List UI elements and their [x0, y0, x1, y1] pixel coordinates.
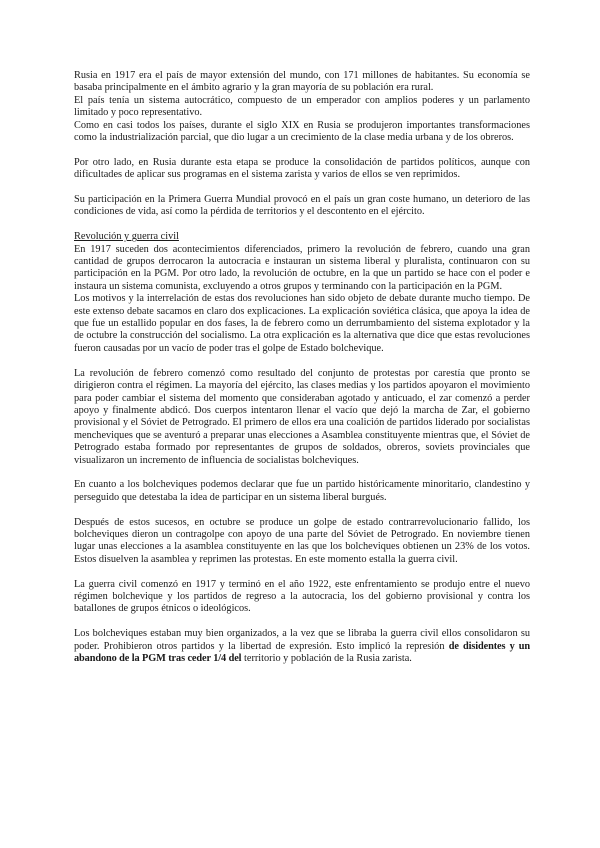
paragraph-9: En cuanto a los bolcheviques podemos declarar que fue un partido históricamente minoritario, clandestino y perseguido que detestaba la idea de participar en un sistema liberal burgués. — [74, 479, 530, 503]
paragraph-2: El país tenía un sistema autocrático, compuesto de un emperador con amplios poderes y un parlamento limitado y poco representativo. — [74, 94, 530, 119]
spacer — [74, 144, 530, 156]
paragraph-7: Los motivos y la interrelación de estas dos revoluciones han sido objeto de debate durante mucho tiempo. De este extenso debate sacamos en claro dos explicaciones. La explicación soviética clásica, que apoya la idea de que fue un estallido popular en dos fases, la de febrero como un derrumbamiento del sistema explotador y la de octubre la construcción del socialismo. La otra explicación es la alternativa que dice que estas revoluciones fueron causadas por un vacío de poder tras el golpe de Estado bolchevique. — [74, 293, 530, 354]
paragraph-5: Su participación en la Primera Guerra Mundial provocó en el país un gran coste humano, un deterioro de las condiciones de vida, así como la pérdida de territorios y el descontento en el ejército. — [74, 194, 530, 218]
spacer — [74, 467, 530, 479]
paragraph-12-part-b: de disidentes y un abandono de la PGM tras ceder 1/4 del — [74, 640, 530, 664]
paragraph-6: En 1917 suceden dos acontecimientos diferenciados, primero la revolución de febrero, cuando una gran cantidad de grupos derrocaron la autocracia e instauran un sistema liberal y pluralista, continuaron con su participación en la PGM. Por otro lado, la revolución de octubre, en la que un partido se hace con el poder e instaura un sistema comunista, excluyendo a otros grupos y terminando con la participación en la PGM. — [74, 243, 530, 292]
spacer — [74, 182, 530, 194]
spacer — [74, 504, 530, 516]
spacer — [74, 355, 530, 367]
document-page — [74, 70, 530, 665]
paragraph-10: Después de estos sucesos, en octubre se produce un golpe de estado contrarrevolucionario fallido, los bolcheviques dieron un contragolpe con apoyo de una parte del Sóviet de Petrogrado. En noviembre tienen lugar unas elecciones a la asamblea constituyente en las que los bolcheviques obtienen un 23% de los votos. Estos disuelven la asamblea y reprimen las protestas. En este momento estalla la guerra civil. — [74, 516, 530, 565]
paragraph-11: La guerra civil comenzó en 1917 y terminó en el año 1922, este enfrentamiento se produjo entre el nuevo régimen bolchevique y los partidos de regreso a la autocracia, los del gobierno provisional y contra los batallones de grupos étnicos o ideológicos. — [74, 578, 530, 615]
section-heading: Revolución y guerra civil — [74, 231, 179, 243]
spacer — [74, 219, 530, 231]
paragraph-3: Como en casi todos los países, durante el siglo XIX en Rusia se produjeron importantes transformaciones como la industrialización parcial, que dio lugar a un crecimiento de la clase media urbana y de los obreros. — [74, 119, 530, 144]
spacer — [74, 566, 530, 578]
paragraph-4: Por otro lado, en Rusia durante esta etapa se produce la consolidación de partidos políticos, aunque con dificultades de aplicar sus programas en el sistema zarista y varios de ellos se ven reprimidos. — [74, 156, 530, 181]
paragraph-12-part-a: Los bolcheviques estaban muy bien organizados, a la vez que se libraba la guerra civil ellos consolidaron su poder. Prohibieron otros partidos y la libertad de expresión. Esto implicó la represión — [74, 628, 530, 652]
paragraph-8: La revolución de febrero comenzó como resultado del conjunto de protestas por carestía que pronto se dirigieron contra el régimen. La mayoría del ejército, las clases medias y los partidos apoyaron el movimiento para poder cambiar el sistema del momento que consideraban agotado y anticuado, el zar comenzó a perder apoyo y finalmente abdicó. Dos cuerpos intentaron llenar el vacío que dejó la marcha de Zar, el gobierno provisional y el Sóviet de Petrogrado. El primero de ellos era una coalición de partidos liderado por socialistas mencheviques que se aventuró a preparar unas elecciones a Asamblea constituyente mientras que, el Sóviet de Petrogrado estaba formado por representantes de grupos de soldados, obreros, soviets provinciales que visualizaron un incremento de influencia de socialistas bolcheviques. — [74, 367, 530, 466]
paragraph-12-part-c: territorio y población de la Rusia zarista. — [241, 652, 412, 664]
spacer — [74, 616, 530, 628]
paragraph-1: Rusia en 1917 era el país de mayor extensión del mundo, con 171 millones de habitantes. Su economía se basaba principalmente en el ámbito agrario y la gran mayoría de su población era rural. — [74, 70, 530, 94]
paragraph-12 — [74, 628, 530, 665]
